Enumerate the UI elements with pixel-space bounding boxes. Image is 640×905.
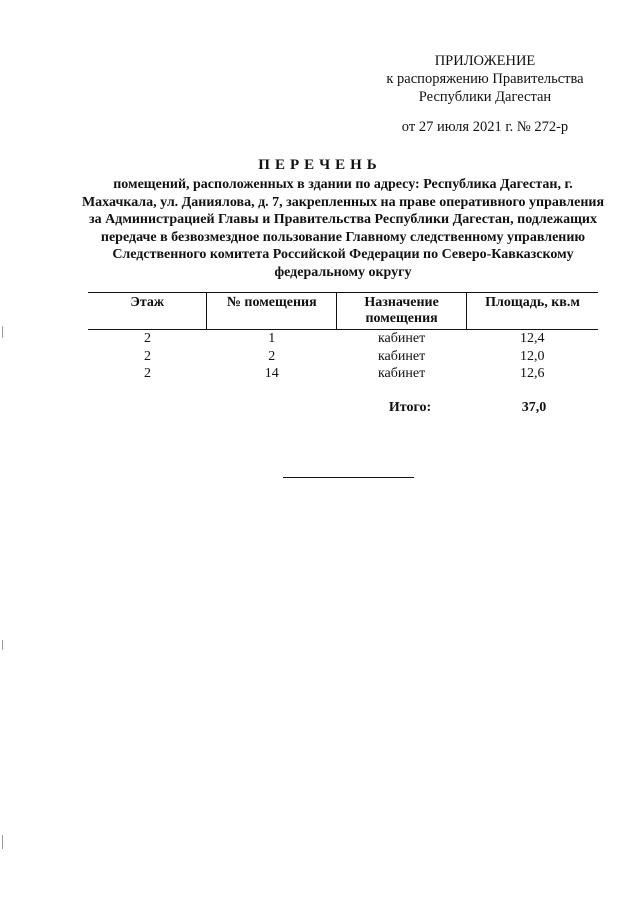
scan-edge-mark [2,835,3,849]
column-header-purpose: Назначение помещения [337,293,467,330]
column-header-room-number: № помещения [207,293,337,330]
appendix-date: от 27 июля 2021 г. № 272-р [401,119,569,135]
cell-area: 12,6 [520,366,545,381]
column-header-floor: Этаж [88,293,207,330]
cell-room-number: 2 [268,348,276,364]
cell-area: 12,4 [520,331,545,346]
appendix-heading: ПРИЛОЖЕНИЕ [434,53,536,69]
cell-room-number: 14 [264,366,279,381]
cell-purpose: кабинет [377,348,426,364]
cell-floor: 2 [143,348,151,364]
cell-floor: 2 [143,366,151,381]
appendix-line: к распоряжению Правительства [386,71,584,87]
table-header-row [88,293,598,330]
cell-room-number: 1 [268,331,276,346]
cell-purpose: кабинет [377,366,426,381]
scan-edge-mark [2,640,3,650]
document-subtitle: помещений, расположенных в здании по адресу: Республика Дагестан, г. Махачкала, ул. Даниялова, д. 7, закрепленных на праве оперативного управления за Администрацией Главы и Правительства Республики Дагестан, подлежащих передаче в безвозмездное пользование Главному следственному управлению Следственного комитета Российской Федерации по Северо-Кавказскому федеральному округу [81,177,605,280]
cell-area: 12,0 [520,348,545,364]
scan-edge-mark [2,326,3,338]
cell-floor: 2 [143,331,151,346]
table-row [88,365,598,383]
table-row [88,348,598,366]
total-value: 37,0 [521,400,547,415]
column-header-area: Площадь, кв.м [467,293,598,330]
table-row [88,330,598,348]
appendix-block [355,52,615,136]
premises-table [88,292,598,383]
end-divider [283,477,414,478]
document-title: ПЕРЕЧЕНЬ [258,157,382,173]
total-label: Итого: [388,400,432,415]
cell-purpose: кабинет [377,331,426,346]
appendix-line: Республики Дагестан [418,89,552,105]
